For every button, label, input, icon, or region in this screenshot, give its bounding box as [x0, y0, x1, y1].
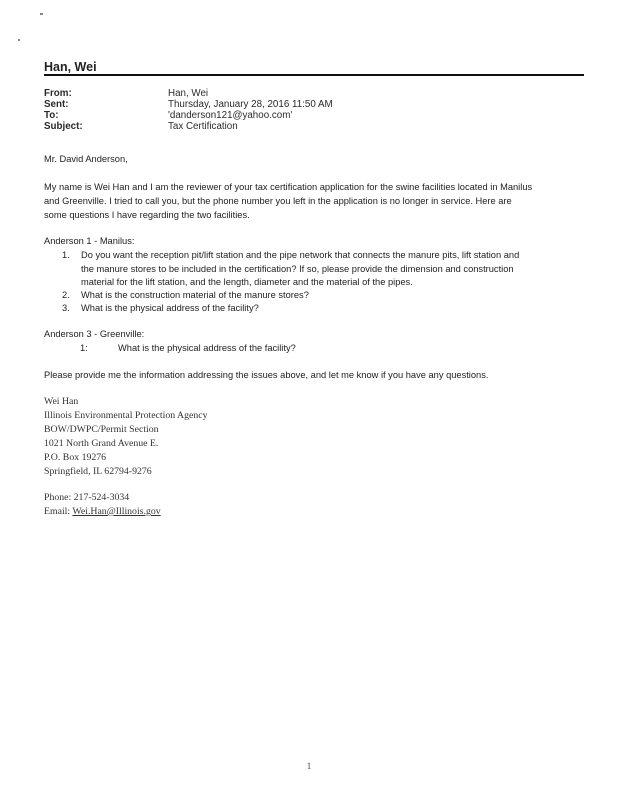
to-label: To:	[44, 110, 59, 121]
intro-line: My name is Wei Han and I am the reviewer of your tax certification application for the swine facilities located in Manilus	[44, 182, 533, 192]
list-item-line: What is the physical address of the facility?	[118, 343, 296, 353]
page-number: 1	[306, 761, 312, 771]
intro-line: some questions I have regarding the two facilities.	[44, 210, 250, 220]
signature-line: 1021 North Grand Avenue E.	[44, 438, 159, 449]
signature-line: Wei Han	[44, 396, 79, 407]
list-item-line: material for the lift station, and the length, diameter and the material of the pipes.	[81, 277, 413, 287]
signature-line: P.O. Box 19276	[44, 452, 107, 463]
greeting: Mr. David Anderson,	[44, 154, 128, 164]
signature-line: Illinois Environmental Protection Agency	[44, 410, 208, 421]
header-rule	[44, 74, 584, 76]
subject-label: Subject:	[44, 121, 83, 132]
list-number: 3.	[62, 303, 70, 313]
sent-value: Thursday, January 28, 2016 11:50 AM	[168, 99, 333, 110]
scan-speck	[40, 13, 43, 15]
sent-label: Sent:	[44, 99, 69, 110]
list-number: 1.	[62, 250, 70, 260]
list-item-line: What is the construction material of the manure stores?	[81, 290, 309, 300]
list-item-line: the manure stores to be included in the certification? If so, please provide the dimension and construction	[81, 264, 514, 274]
list-number: 1:	[80, 343, 88, 353]
email-label: Email:	[44, 506, 73, 517]
email-line	[44, 505, 161, 519]
scan-speck	[18, 39, 20, 41]
to-value: 'danderson121@yahoo.com'	[168, 110, 293, 121]
section1-heading: Anderson 1 - Manilus:	[44, 236, 135, 246]
from-value: Han, Wei	[168, 88, 209, 99]
closing-request: Please provide me the information addressing the issues above, and let me know if you have any questions.	[44, 370, 489, 380]
list-item-line: Do you want the reception pit/lift station and the pipe network that connects the manure pits, lift station and	[81, 250, 520, 260]
email-link[interactable]: Wei.Han@Illinois.gov	[72, 506, 161, 517]
from-label: From:	[44, 88, 72, 99]
signature-line: BOW/DWPC/Permit Section	[44, 424, 159, 435]
phone-line: Phone: 217-524-3034	[44, 492, 130, 503]
list-number: 2.	[62, 290, 70, 300]
list-item-line: What is the physical address of the facility?	[81, 303, 259, 313]
signature-line: Springfield, IL 62794-9276	[44, 466, 152, 477]
subject-value: Tax Certification	[168, 121, 238, 132]
section2-heading: Anderson 3 - Greenville:	[44, 329, 145, 339]
intro-line: and Greenville. I tried to call you, but the phone number you left in the application is no longer in service. Here are	[44, 196, 512, 206]
sender-name: Han, Wei	[44, 60, 97, 74]
